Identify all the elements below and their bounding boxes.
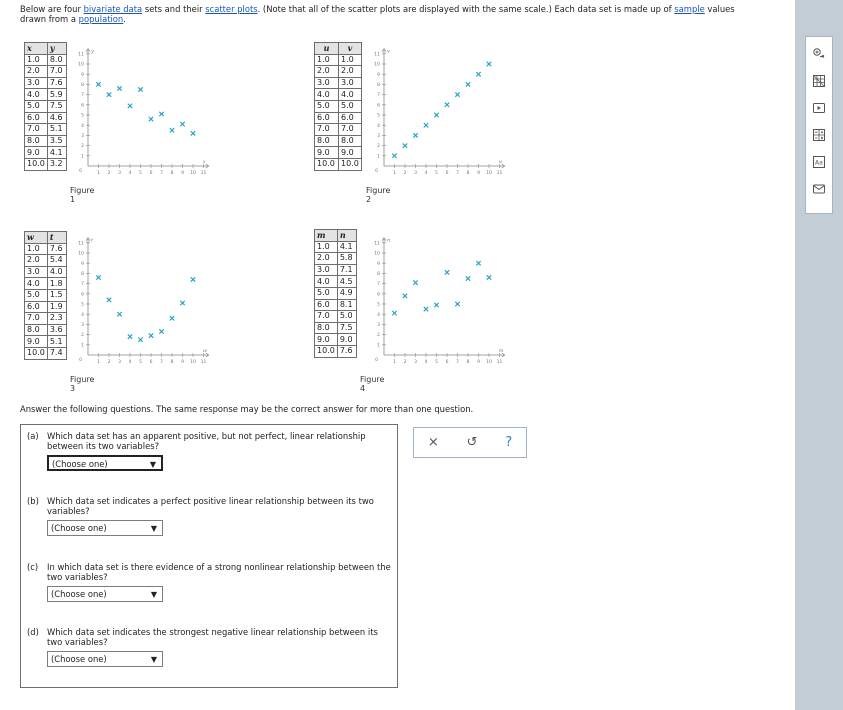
help-button[interactable]: ? (505, 434, 513, 450)
data-point (413, 280, 417, 284)
figure-label: Figure 2 (366, 186, 391, 204)
data-table-1 (24, 42, 67, 171)
x-axis-label: u (498, 159, 502, 165)
table-cell: 4.0 (315, 89, 339, 101)
origin-label: 0 (375, 169, 378, 174)
column-header: y (47, 43, 66, 55)
data-point (476, 261, 480, 265)
y-tick-label: 9 (377, 72, 380, 78)
intro-text: . (123, 14, 126, 24)
scatter-plots-link[interactable]: scatter plots (205, 4, 258, 14)
table-cell: 5.0 (25, 289, 48, 301)
data-table-3 (24, 231, 67, 360)
table-cell: 7.0 (315, 311, 338, 323)
data-point (487, 62, 491, 66)
table-cell: 4.9 (337, 287, 356, 299)
table-cell: 6.0 (339, 112, 362, 124)
instructions (20, 4, 740, 24)
x-tick-label: 2 (107, 360, 111, 365)
data-point (149, 117, 153, 121)
x-tick-label: 2 (403, 171, 407, 176)
y-tick-label: 9 (377, 261, 380, 267)
scatter-plot-2 (362, 42, 514, 180)
x-tick-label: 2 (403, 360, 407, 365)
table-cell: 5.1 (47, 124, 66, 136)
dropdown-arrow-icon: ▼ (150, 655, 157, 664)
select-value: (Choose one) (51, 523, 107, 533)
column-header: n (337, 230, 356, 242)
y-tick-label: 9 (81, 261, 84, 267)
y-tick-label: 4 (377, 123, 380, 129)
y-axis-label: v (387, 48, 390, 55)
table-cell: 6.0 (25, 301, 48, 313)
x-tick-label: 4 (424, 360, 428, 365)
x-tick-label: 1 (97, 171, 100, 176)
sample-link[interactable]: sample (674, 4, 705, 14)
table-cell: 5.0 (339, 100, 362, 112)
table-cell: 1.8 (47, 278, 66, 290)
y-tick-label: 1 (377, 343, 380, 349)
table-cell: 3.0 (25, 77, 48, 89)
table-cell: 1.0 (25, 54, 48, 66)
y-tick-label: 3 (377, 134, 380, 139)
table-cell: 8.0 (25, 324, 48, 336)
table-cell: 5.8 (337, 253, 356, 265)
table-cell: 9.0 (25, 336, 48, 348)
question-text: In which data set is there evidence of a strong nonlinear relationship between the two variables? (47, 562, 391, 582)
x-tick-label: 4 (128, 360, 132, 365)
table-cell: 6.0 (25, 112, 48, 124)
data-point (445, 103, 449, 107)
y-tick-label: 9 (81, 72, 84, 78)
data-point (434, 303, 438, 307)
y-tick-label: 11 (78, 241, 84, 247)
table-cell: 3.6 (47, 324, 66, 336)
text-size-icon[interactable] (812, 155, 826, 169)
x-tick-label: 10 (486, 171, 492, 176)
x-tick-label: 10 (486, 360, 492, 365)
equation-icon[interactable] (812, 128, 826, 142)
figure-label: Figure 1 (70, 186, 95, 204)
data-point (159, 112, 163, 116)
x-tick-label: 1 (393, 171, 396, 176)
table-cell: 8.0 (47, 54, 66, 66)
x-tick-label: 4 (128, 171, 132, 176)
table-cell: 10.0 (25, 158, 48, 170)
x-tick-label: 6 (149, 360, 153, 365)
table-cell: 2.0 (25, 255, 48, 267)
table-cell: 8.1 (337, 299, 356, 311)
x-axis-label: w (202, 348, 208, 354)
table-cell: 10.0 (25, 347, 48, 359)
data-point (128, 334, 132, 338)
table-cell: 10.0 (315, 345, 338, 357)
table-cell: 8.0 (315, 322, 338, 334)
table-cell: 1.5 (47, 289, 66, 301)
table-cell: 9.0 (339, 147, 362, 159)
population-link[interactable]: population (78, 14, 124, 24)
table-cell: 5.4 (47, 255, 66, 267)
question-text: Which data set has an apparent positive, but not perfect, linear relationship between its two variables? (47, 431, 366, 451)
data-point (403, 294, 407, 298)
undo-button[interactable]: ↺ (466, 434, 478, 450)
y-tick-label: 11 (374, 241, 380, 247)
data-point (159, 329, 163, 333)
data-point (445, 270, 449, 274)
table-cell: 9.0 (337, 334, 356, 346)
x-tick-label: 3 (414, 360, 417, 365)
bivariate-data-link[interactable]: bivariate data (83, 4, 143, 14)
y-axis-label: y (91, 48, 94, 55)
x-tick-label: 3 (118, 360, 121, 365)
answer-select-d[interactable] (47, 651, 163, 667)
x-tick-label: 2 (107, 171, 111, 176)
table-cell: 7.0 (339, 124, 362, 136)
table-cell: 7.5 (47, 100, 66, 112)
data-point (413, 133, 417, 137)
table-cell: 5.0 (25, 100, 48, 112)
table-cell: 4.0 (25, 89, 48, 101)
table-cell: 10.0 (315, 158, 339, 170)
data-point (191, 277, 195, 281)
table-cell: 5.9 (47, 89, 66, 101)
y-tick-label: 3 (377, 323, 380, 328)
data-point (170, 316, 174, 320)
data-point (138, 87, 142, 91)
table-cell: 8.0 (25, 135, 48, 147)
x-tick-label: 5 (139, 360, 142, 365)
data-point (455, 92, 459, 96)
x-tick-label: 1 (393, 360, 396, 365)
y-tick-label: 4 (377, 312, 380, 318)
x-tick-label: 6 (445, 360, 449, 365)
data-point (392, 311, 396, 315)
x-tick-label: 9 (181, 171, 184, 176)
y-tick-label: 7 (377, 93, 380, 99)
data-point (107, 298, 111, 302)
y-tick-label: 10 (78, 251, 84, 257)
svg-text:Aa: Aa (815, 159, 823, 167)
scatter-plot-1 (66, 42, 214, 180)
question-text: Which data set indicates the strongest negative linear relationship between its two variables? (47, 627, 378, 647)
y-tick-label: 8 (377, 272, 380, 277)
y-tick-label: 2 (377, 333, 380, 339)
select-value: (Choose one) (52, 459, 108, 469)
y-tick-label: 7 (81, 93, 84, 99)
answer-select-c[interactable] (47, 586, 163, 602)
table-cell: 2.0 (315, 253, 338, 265)
column-header: x (25, 43, 48, 55)
y-tick-label: 11 (374, 52, 380, 58)
question-b (27, 496, 395, 536)
table-cell: 4.1 (337, 241, 356, 253)
x-tick-label: 6 (149, 171, 153, 176)
dropdown-arrow-icon: ▼ (150, 590, 157, 599)
data-table-icon[interactable] (812, 74, 826, 88)
origin-label: 0 (375, 358, 378, 363)
answer-select-b[interactable] (47, 520, 163, 536)
x-tick-label: 11 (200, 171, 207, 176)
origin-label: 0 (79, 358, 82, 363)
clear-button[interactable]: × (427, 434, 439, 450)
answer-toolbar (413, 427, 527, 458)
y-tick-label: 4 (81, 312, 84, 318)
dropdown-arrow-icon: ▼ (150, 524, 157, 533)
calculator-icon[interactable] (812, 47, 826, 61)
x-tick-label: 8 (170, 360, 174, 365)
x-tick-label: 7 (160, 360, 163, 365)
y-tick-label: 11 (78, 52, 84, 58)
table-cell: 1.0 (315, 54, 339, 66)
video-icon[interactable] (812, 101, 826, 115)
table-cell: 5.0 (315, 287, 338, 299)
data-point (128, 104, 132, 108)
data-point (180, 301, 184, 305)
scatter-plot-3 (66, 231, 214, 369)
y-tick-label: 5 (81, 113, 84, 119)
x-tick-label: 3 (414, 171, 417, 176)
table-cell: 7.5 (337, 322, 356, 334)
y-tick-label: 1 (81, 343, 84, 349)
mail-icon[interactable] (812, 182, 826, 196)
question-tag: (b) (27, 496, 39, 506)
table-cell: 7.0 (47, 66, 66, 78)
y-tick-label: 6 (81, 103, 84, 109)
x-tick-label: 8 (466, 171, 470, 176)
tool-panel (805, 36, 833, 214)
table-cell: 8.0 (315, 135, 339, 147)
y-tick-label: 3 (81, 134, 84, 139)
data-point (191, 131, 195, 135)
column-header: w (25, 232, 48, 244)
y-tick-label: 5 (377, 113, 380, 119)
table-cell: 7.6 (337, 345, 356, 357)
table-cell: 5.0 (315, 100, 339, 112)
data-point (96, 275, 100, 279)
y-tick-label: 4 (81, 123, 84, 129)
x-tick-label: 1 (97, 360, 100, 365)
data-point (138, 338, 142, 342)
data-point (487, 275, 491, 279)
data-table-2 (314, 42, 362, 171)
table-cell: 7.0 (25, 313, 48, 325)
table-cell: 1.0 (339, 54, 362, 66)
x-tick-label: 11 (200, 360, 207, 365)
x-tick-label: 9 (477, 360, 480, 365)
data-point (117, 312, 121, 316)
y-tick-label: 5 (81, 302, 84, 308)
data-point (149, 333, 153, 337)
intro-text: . (Note that all of the scatter plots are displayed with the same scale.) Each data set is made up of (257, 4, 675, 14)
table-cell: 7.0 (315, 124, 339, 136)
data-point (455, 302, 459, 306)
scatter-plot-4 (362, 231, 514, 369)
x-tick-label: 6 (445, 171, 449, 176)
origin-label: 0 (79, 169, 82, 174)
table-cell: 2.0 (339, 66, 362, 78)
table-cell: 3.2 (47, 158, 66, 170)
data-point (476, 72, 480, 76)
table-cell: 7.6 (47, 243, 66, 255)
answer-select-a[interactable] (47, 455, 163, 471)
table-cell: 5.1 (47, 336, 66, 348)
data-point (466, 276, 470, 280)
intro-text: values drawn from a (20, 4, 735, 24)
table-cell: 9.0 (315, 334, 338, 346)
x-tick-label: 5 (139, 171, 142, 176)
y-tick-label: 5 (377, 302, 380, 308)
table-cell: 7.6 (47, 77, 66, 89)
figure-label: Figure 4 (360, 375, 385, 393)
table-cell: 3.5 (47, 135, 66, 147)
table-cell: 2.0 (315, 66, 339, 78)
y-tick-label: 2 (81, 333, 84, 339)
table-cell: 2.3 (47, 313, 66, 325)
table-cell: 3.0 (315, 264, 338, 276)
y-tick-label: 7 (377, 282, 380, 288)
x-tick-label: 11 (496, 360, 503, 365)
dataset-1 (24, 42, 95, 204)
question-tag: (c) (27, 562, 39, 572)
table-cell: 3.0 (315, 77, 339, 89)
y-tick-label: 3 (81, 323, 84, 328)
question-tag: (d) (27, 627, 39, 637)
x-tick-label: 9 (181, 360, 184, 365)
question-d (27, 627, 395, 667)
y-tick-label: 10 (374, 62, 380, 68)
question-tag: (a) (27, 431, 39, 441)
table-cell: 9.0 (25, 147, 48, 159)
table-cell: 4.0 (47, 266, 66, 278)
table-cell: 4.1 (47, 147, 66, 159)
x-tick-label: 4 (424, 171, 428, 176)
table-cell: 8.0 (339, 135, 362, 147)
x-tick-label: 10 (190, 360, 196, 365)
data-point (466, 82, 470, 86)
x-tick-label: 11 (496, 171, 503, 176)
dropdown-arrow-icon: ▼ (149, 460, 156, 469)
data-point (424, 307, 428, 311)
data-point (424, 123, 428, 127)
dataset-3 (24, 231, 95, 393)
select-value: (Choose one) (51, 589, 107, 599)
y-tick-label: 8 (81, 83, 84, 88)
y-tick-label: 8 (81, 272, 84, 277)
table-cell: 2.0 (25, 66, 48, 78)
data-point (107, 92, 111, 96)
table-cell: 7.0 (25, 124, 48, 136)
y-tick-label: 6 (377, 103, 380, 109)
x-axis-label: x (202, 159, 206, 165)
x-tick-label: 8 (170, 171, 174, 176)
table-cell: 1.9 (47, 301, 66, 313)
data-point (434, 113, 438, 117)
table-cell: 1.0 (25, 243, 48, 255)
y-axis-label: t (91, 237, 94, 244)
data-point (96, 82, 100, 86)
table-cell: 3.0 (25, 266, 48, 278)
data-point (403, 143, 407, 147)
column-header: m (315, 230, 338, 242)
question-c (27, 562, 395, 602)
table-cell: 4.6 (47, 112, 66, 124)
x-axis-label: m (498, 348, 504, 354)
table-cell: 7.1 (337, 264, 356, 276)
table-cell: 9.0 (315, 147, 339, 159)
x-tick-label: 7 (160, 171, 163, 176)
x-tick-label: 9 (477, 171, 480, 176)
x-tick-label: 5 (435, 360, 438, 365)
table-cell: 7.4 (47, 347, 66, 359)
x-tick-label: 8 (466, 360, 470, 365)
question-text: Which data set indicates a perfect positive linear relationship between its two variables? (47, 496, 374, 516)
y-tick-label: 7 (81, 282, 84, 288)
table-cell: 4.0 (315, 276, 338, 288)
y-tick-label: 2 (377, 144, 380, 150)
x-tick-label: 10 (190, 171, 196, 176)
y-tick-label: 10 (374, 251, 380, 257)
table-cell: 6.0 (315, 112, 339, 124)
data-point (392, 154, 396, 158)
data-point (170, 128, 174, 132)
y-tick-label: 2 (81, 144, 84, 150)
question-box (20, 424, 398, 688)
column-header: v (339, 43, 362, 55)
y-tick-label: 10 (78, 62, 84, 68)
x-tick-label: 7 (456, 360, 459, 365)
table-cell: 4.0 (25, 278, 48, 290)
data-table-4 (314, 229, 357, 358)
intro-text: Below are four (20, 4, 84, 14)
y-tick-label: 1 (81, 154, 84, 160)
select-value: (Choose one) (51, 654, 107, 664)
x-tick-label: 5 (435, 171, 438, 176)
questions-intro: Answer the following questions. The same response may be the correct answer for more than one question. (20, 404, 474, 414)
y-axis-label: n (387, 237, 391, 244)
y-tick-label: 1 (377, 154, 380, 160)
column-header: u (315, 43, 339, 55)
right-tool-rail (795, 0, 843, 710)
y-tick-label: 8 (377, 83, 380, 88)
table-cell: 1.0 (315, 241, 338, 253)
y-tick-label: 6 (377, 292, 380, 298)
table-cell: 5.0 (337, 311, 356, 323)
y-tick-label: 6 (81, 292, 84, 298)
table-cell: 4.0 (339, 89, 362, 101)
table-cell: 10.0 (339, 158, 362, 170)
column-header: t (47, 232, 66, 244)
x-tick-label: 7 (456, 171, 459, 176)
figure-label: Figure 3 (70, 375, 95, 393)
data-point (117, 86, 121, 90)
table-cell: 4.5 (337, 276, 356, 288)
table-cell: 3.0 (339, 77, 362, 89)
data-point (180, 122, 184, 126)
question-a (27, 431, 395, 471)
table-cell: 6.0 (315, 299, 338, 311)
intro-text: sets and their (142, 4, 206, 14)
x-tick-label: 3 (118, 171, 121, 176)
